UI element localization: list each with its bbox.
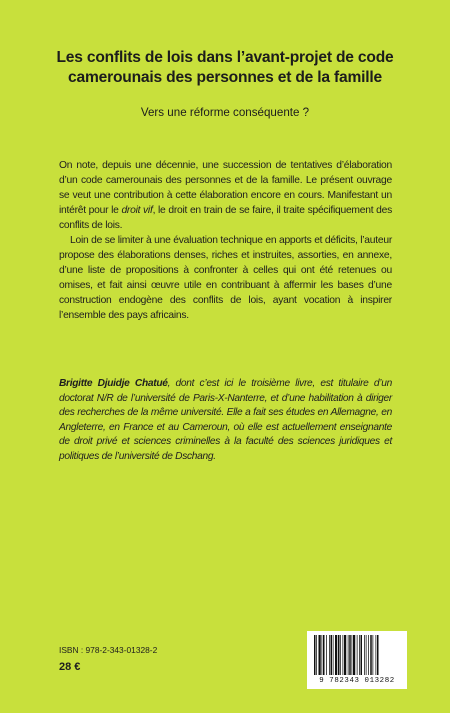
description-paragraph-1 <box>59 158 392 233</box>
author-bio <box>59 377 392 465</box>
author-bio-text: , dont c’est ici le troisième livre, est titulaire d’un doctorat N/R de l’université de Paris-X-Nanterre, et d’une habilitation à diriger des recherches de la même université. Elle a fait ses études en Allemagne, en Angleterre, en France et au Cameroun, où elle est actuellement enseignante de droit privé et sciences criminelles à la faculté des sciences juridiques et politiques de l’université de Dschang. <box>59 378 392 462</box>
book-description <box>59 158 392 323</box>
book-subtitle: Vers une réforme conséquente ? <box>140 106 310 119</box>
description-emphasis: droit vif <box>121 205 153 216</box>
book-title <box>30 48 420 88</box>
barcode-number: 9 782343 013282 <box>319 677 395 685</box>
barcode-bars <box>313 635 401 677</box>
description-text: On note, depuis une décennie, une succession de tentatives d’élaboration d’un code camerounais des personnes et de la famille. Le présent ouvrage se veut une contribution à cette élaboration encore en cours. Manifestant un intérêt pour le <box>59 160 392 216</box>
author-name: Brigitte Djuidje Chatué <box>59 378 168 389</box>
book-title-line-1: Les conflits de lois dans l’avant-projet de code <box>56 49 394 66</box>
description-text: , le droit en train de se faire, il traite spécifiquement des conflits de lois. <box>59 205 392 231</box>
book-title-line-2: camerounais des personnes et de la famille <box>68 69 382 86</box>
price-label: 28 € <box>59 661 81 673</box>
description-paragraph-2: Loin de se limiter à une évaluation technique en apports et déficits, l’auteur propose des élaborations denses, riches et instruites, assorties, en annexe, d’une liste de propositions à confronter à celles qui ont été retenues ou omises, et fait ainsi œuvre utile en contribuant à affermir les bases d’une construction endogène des conflits de lois, ayant vocation à inspirer l’ensemble des pays africains. <box>59 235 392 321</box>
isbn-label: ISBN : 978-2-343-01328-2 <box>59 645 158 655</box>
barcode <box>307 631 407 689</box>
